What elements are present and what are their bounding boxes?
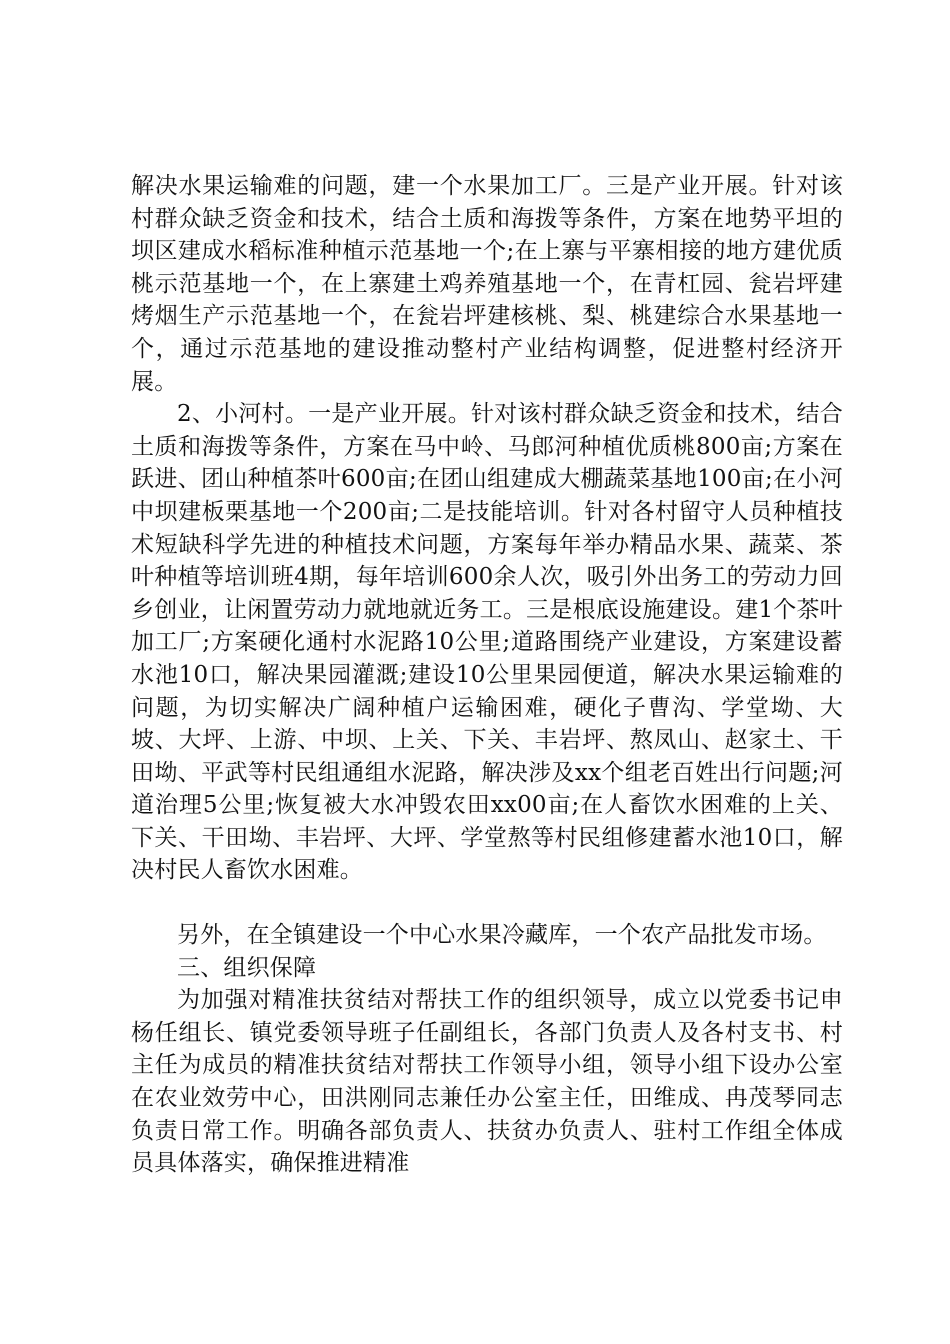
paragraph-gap [131, 887, 843, 919]
paragraph-2: 2、小河村。一是产业开展。针对该村群众缺乏资金和技术，结合土质和海拨等条件，方案在马中岭、马郎河种植优质桃800亩;方案在跃进、团山种植茶叶600亩;在团山组建成大棚蔬菜基地100亩;在小河中坝建板栗基地一个200亩;二是技能培训。针对各村留守人员种植技术短缺科学先进的种植技术问题，方案每年举办精品水果、蔬菜、茶叶种植等培训班4期，每年培训600余人次，吸引外出务工的劳动力回乡创业，让闲置劳动力就地就近务工。三是根底设施建设。建1个茶叶加工厂;方案硬化通村水泥路10公里;道路围绕产业建设，方案建设蓄水池10口，解决果园灌溉;建设10公里果园便道，解决水果运输难的问题，为切实解决广阔种植户运输困难，硬化子曹沟、学堂坳、大坡、大坪、上游、中坝、上关、下关、丰岩坪、熬凤山、赵家土、干田坳、平武等村民组通组水泥路，解决涉及xx个组老百姓出行问题;河道治理5公里;恢复被大水冲毁农田xx00亩;在人畜饮水困难的上关、下关、干田坳、丰岩坪、大坪、学堂熬等村民组修建蓄水池10口，解决村民人畜饮水困难。 [131, 401, 843, 884]
paragraph-3: 另外，在全镇建设一个中心水果冷藏库，一个农产品批发市场。 [177, 922, 827, 949]
section-heading: 三、组织保障 [177, 954, 317, 981]
document-body [131, 170, 843, 1180]
paragraph-1: 解决水果运输难的问题，建一个水果加工厂。三是产业开展。针对该村群众缺乏资金和技术，结合土质和海拨等条件，方案在地势平坦的坝区建成水稻标准种植示范基地一个;在上寨与平寨相接的地方建优质桃示范基地一个，在上寨建土鸡养殖基地一个，在青杠园、瓮岩坪建烤烟生产示范基地一个，在瓮岩坪建核桃、梨、桃建综合水果基地一个，通过示范基地的建设推动整村产业结构调整，促进整村经济开展。 [131, 173, 843, 395]
paragraph-4: 为加强对精准扶贫结对帮扶工作的组织领导，成立以党委书记申杨任组长、镇党委领导班子任副组长，各部门负责人及各村支书、村主任为成员的精准扶贫结对帮扶工作领导小组，领导小组下设办公室在农业效劳中心，田洪刚同志兼任办公室主任，田维成、冉茂琴同志负责日常工作。明确各部负责人、扶贫办负责人、驻村工作组全体成员具体落实，确保推进精准 [131, 987, 843, 1177]
